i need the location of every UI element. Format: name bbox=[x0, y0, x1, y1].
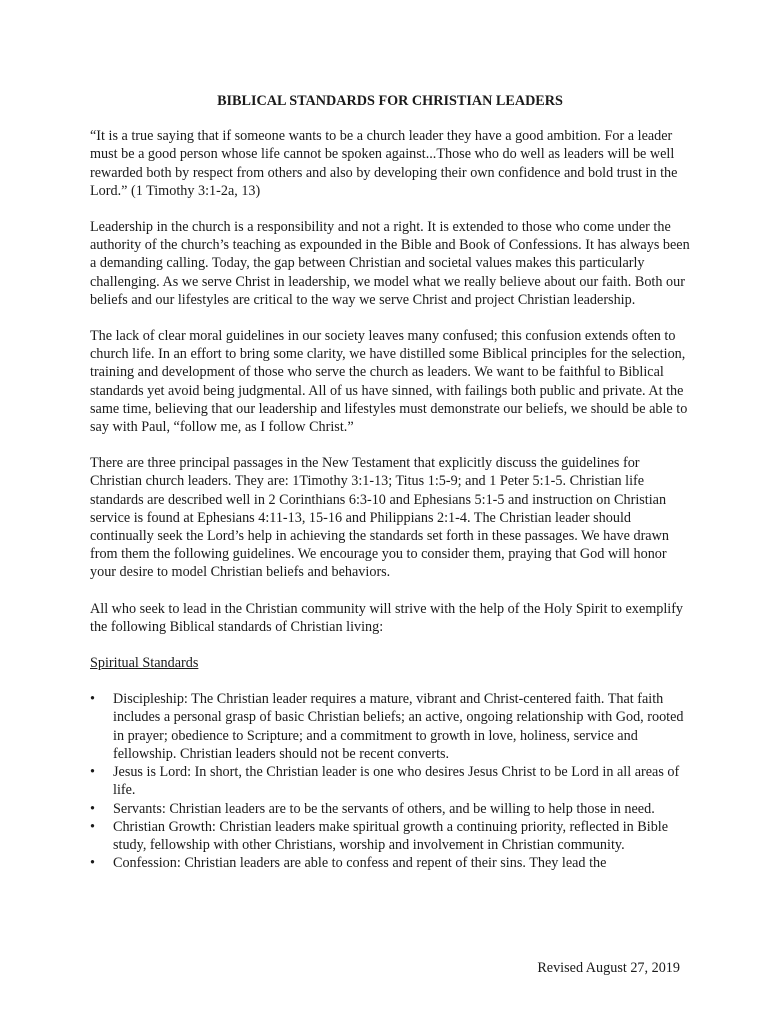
list-item-text: Jesus is Lord: In short, the Christian leader is one who desires Jesus Christ to be Lord in all areas of life. bbox=[113, 764, 680, 799]
document-page bbox=[90, 92, 690, 872]
document-title: BIBLICAL STANDARDS FOR CHRISTIAN LEADERS bbox=[217, 93, 563, 109]
list-item-text: Servants: Christian leaders are to be the servants of others, and be willing to help those in need. bbox=[113, 800, 655, 817]
bullet-icon: • bbox=[90, 764, 95, 781]
bullet-icon: • bbox=[90, 800, 95, 817]
list-item-text: Discipleship: The Christian leader requires a mature, vibrant and Christ-centered faith. That faith includes a personal grasp of basic Christian beliefs; an active, ongoing relationship with God, rooted in prayer; obedience to Scripture; and a commitment to growth in love, holiness, service and fellowship. Christian leaders should not be recent converts. bbox=[113, 691, 684, 762]
list-item-text: Christian Growth: Christian leaders make spiritual growth a continuing priority, reflected in Bible study, fellowship with other Christians, worship and involvement in Christian community. bbox=[113, 818, 669, 853]
paragraph-moral-guidelines: The lack of clear moral guidelines in our society leaves many confused; this confusion extends often to church life. In an effort to bring some clarity, we have distilled some Biblical principles for the selection, training and development of those who serve the church as leaders. We want to be faithful to Biblical standards yet avoid being judgmental. All of us have sinned, with failings both public and private. At the same time, believing that our leadership and lifestyles must demonstrate our beliefs, we should be able to say with Paul, “follow me, as I follow Christ.” bbox=[90, 328, 688, 436]
list-item bbox=[90, 854, 690, 872]
bullet-icon: • bbox=[90, 855, 95, 872]
bullet-icon: • bbox=[90, 691, 95, 708]
list-item bbox=[90, 763, 690, 799]
paragraph-scripture-quote: “It is a true saying that if someone wants to be a church leader they have a good ambition. For a leader must be a good person whose life cannot be spoken against...Those who do well as leaders will be well rewarded both by respect from others and also by developing their own confidence and bold trust in the Lord.” (1 Timothy 3:1-2a, 13) bbox=[90, 128, 678, 199]
bullet-icon: • bbox=[90, 818, 95, 835]
paragraph-principal-passages: There are three principal passages in the New Testament that explicitly discuss the guidelines for Christian church leaders. They are: 1Timothy 3:1-13; Titus 1:5-9; and 1 Peter 5:1-5. Christian life standards are described well in 2 Corinthians 6:3-10 and Ephesians 5:1-5 and instruction on Christian service is found at Ephesians 4:11-13, 15-16 and Philippians 2:1-4. The Christian leader should continually seek the Lord’s help in achieving the standards set forth in these passages. We have drawn from them the following guidelines. We encourage you to consider them, praying that God will honor your desire to model Christian beliefs and behaviors. bbox=[90, 455, 669, 581]
list-item bbox=[90, 800, 690, 818]
paragraph-leadership-responsibility: Leadership in the church is a responsibility and not a right. It is extended to those who come under the authority of the church’s teaching as expounded in the Bible and Book of Confessions. It has always been a demanding calling. Today, the gap between Christian and societal values makes this particularly challenging. As we serve Christ in leadership, we model what we really believe about our faith. Both our beliefs and our lifestyles are critical to the way we serve Christ and project Christian leadership. bbox=[90, 219, 690, 308]
paragraph-exemplify-standards: All who seek to lead in the Christian community will strive with the help of the Holy Spirit to exemplify the following Biblical standards of Christian living: bbox=[90, 600, 684, 635]
list-item bbox=[90, 690, 690, 763]
revision-date-footer: Revised August 27, 2019 bbox=[537, 960, 680, 976]
section-heading-spiritual-standards: Spiritual Standards bbox=[90, 655, 199, 672]
list-item bbox=[90, 818, 690, 854]
list-item-text: Confession: Christian leaders are able to confess and repent of their sins. They lead the bbox=[113, 855, 607, 872]
spiritual-standards-list bbox=[90, 690, 690, 872]
